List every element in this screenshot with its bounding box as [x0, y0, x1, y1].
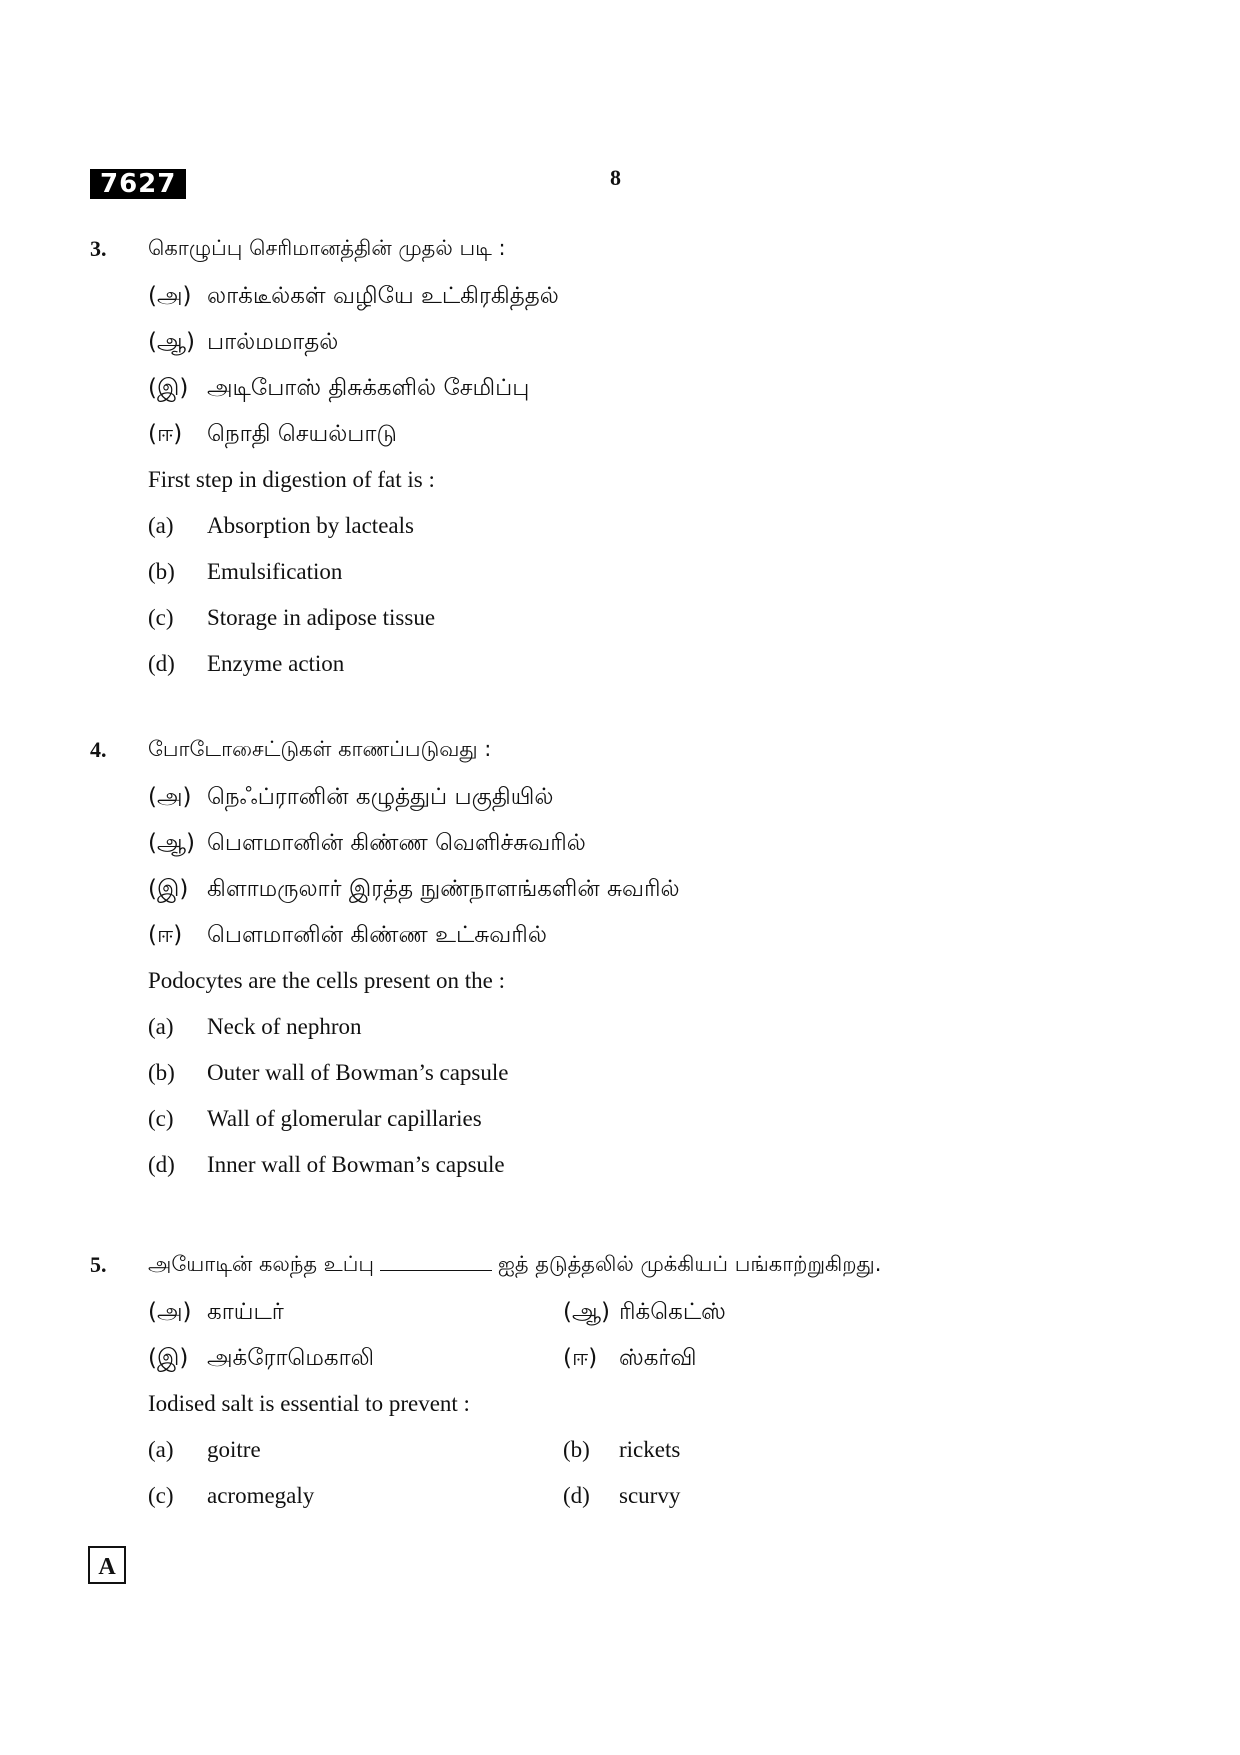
- option-text: கிளாமருலார் இரத்த நுண்நாளங்களின் சுவரில்: [207, 876, 680, 902]
- option-label: (அ): [148, 283, 192, 309]
- option-label: (c): [148, 1106, 174, 1131]
- question-number: 5.: [90, 1252, 107, 1277]
- option-text: ரிக்கெட்ஸ்: [619, 1299, 726, 1325]
- option-text: அடிபோஸ் திசுக்களில் சேமிப்பு: [207, 375, 530, 401]
- series-letter-box: A: [88, 1546, 126, 1584]
- option-label: (a): [148, 1437, 174, 1462]
- english-question: Podocytes are the cells present on the :: [148, 968, 506, 993]
- fill-in-blank: [380, 1252, 492, 1271]
- option-text: scurvy: [619, 1483, 681, 1508]
- option-text: காய்டர்: [207, 1299, 284, 1325]
- option-label: (a): [148, 513, 174, 538]
- tamil-question-before-blank: அயோடின் கலந்த உப்பு: [148, 1252, 374, 1276]
- option-text: பௌமானின் கிண்ண உட்சுவரில்: [207, 922, 547, 948]
- option-text: Storage in adipose tissue: [207, 605, 436, 630]
- option-text: Absorption by lacteals: [207, 513, 414, 538]
- tamil-question: போடோசைட்டுகள் காணப்படுவது :: [148, 737, 492, 761]
- option-label: (அ): [148, 784, 192, 810]
- option-text: பால்மமாதல்: [207, 329, 339, 355]
- option-label: (b): [148, 559, 175, 584]
- option-label: (a): [148, 1014, 174, 1039]
- option-text: acromegaly: [207, 1483, 315, 1508]
- option-text: goitre: [207, 1437, 261, 1462]
- option-label: (இ): [148, 876, 189, 902]
- option-label: (b): [148, 1060, 175, 1085]
- option-text: Neck of nephron: [207, 1014, 362, 1039]
- question-number: 3.: [90, 236, 107, 261]
- option-text: லாக்டீல்கள் வழியே உட்கிரகித்தல்: [207, 283, 559, 309]
- option-label: (ஈ): [148, 922, 183, 948]
- option-label: (ஈ): [148, 421, 183, 447]
- option-text: ஸ்கர்வி: [619, 1345, 697, 1371]
- option-label: (d): [148, 1152, 175, 1177]
- tamil-question: [148, 1252, 881, 1279]
- option-label: (ஆ): [148, 329, 196, 355]
- option-text: நெஃப்ரானின் கழுத்துப் பகுதியில்: [207, 784, 554, 810]
- option-label: (c): [148, 605, 174, 630]
- tamil-question: கொழுப்பு செரிமானத்தின் முதல் படி :: [148, 236, 506, 260]
- option-text: Outer wall of Bowman’s capsule: [207, 1060, 509, 1085]
- option-label: (c): [148, 1483, 174, 1508]
- option-text: Emulsification: [207, 559, 343, 584]
- option-label: (இ): [148, 1345, 189, 1371]
- option-label: (ஆ): [563, 1299, 611, 1325]
- option-label: (ஈ): [563, 1345, 598, 1371]
- question-number: 4.: [90, 737, 107, 762]
- option-label: (d): [563, 1483, 590, 1508]
- option-text: அக்ரோமெகாலி: [207, 1345, 375, 1371]
- option-label: (d): [148, 651, 175, 676]
- option-text: Inner wall of Bowman’s capsule: [207, 1152, 505, 1177]
- option-text: rickets: [619, 1437, 681, 1462]
- page-number: 8: [610, 165, 621, 190]
- paper-code-badge: 7627: [90, 169, 186, 199]
- option-text: பௌமானின் கிண்ண வெளிச்சுவரில்: [207, 830, 586, 856]
- option-text: நொதி செயல்பாடு: [207, 421, 397, 447]
- option-label: (ஆ): [148, 830, 196, 856]
- option-text: Wall of glomerular capillaries: [207, 1106, 482, 1131]
- english-question: First step in digestion of fat is :: [148, 467, 435, 492]
- option-label: (இ): [148, 375, 189, 401]
- english-question: Iodised salt is essential to prevent :: [148, 1391, 470, 1416]
- option-label: (அ): [148, 1299, 192, 1325]
- option-text: Enzyme action: [207, 651, 345, 676]
- option-label: (b): [563, 1437, 590, 1462]
- tamil-question-after-blank: ஐத் தடுத்தலில் முக்கியப் பங்காற்றுகிறது.: [497, 1252, 882, 1276]
